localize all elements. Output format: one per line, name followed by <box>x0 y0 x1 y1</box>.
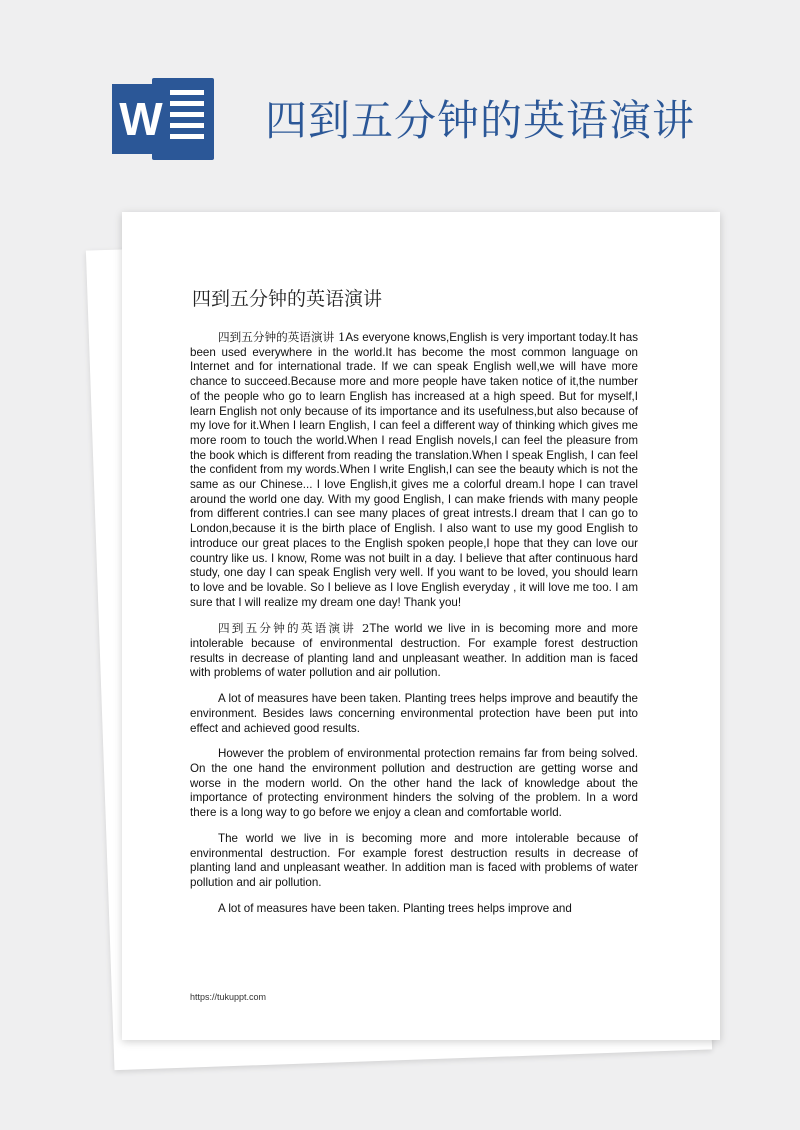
paragraph <box>190 692 638 736</box>
document-body <box>190 330 638 927</box>
paragraph-text: However the problem of environmental protection remains far from being solved. On the one hand the environment pollution and destruction are getting worse and worse in the modern world. On the other hand the lack of knowledge about the importance of protecting environment hinders the solving of the problem. In a word there is a long way to go before we enjoy a clean and comfortable world. <box>190 747 638 820</box>
paragraph <box>190 747 638 821</box>
paragraph-text: A lot of measures have been taken. Planting trees helps improve and beautify the environment. Besides laws concerning environmental protection have been put into effect and achieved good results. <box>190 692 638 735</box>
paragraph-text: As everyone knows,English is very important today.It has been used everywhere in the world.It has become the most common language on Internet and for international trade. If we can speak English well,we will have more chance to succeed.Because more and more people have taken notice of it,the number of the people who go to learn English has increased at a high speed. But for myself,I learn English not only because of its importance and its usefulness,but also because of my love for it.When I learn English, I can feel a different way of thinking which gives me more room to touch the world.When I read English novels,I can feel the pleasure from the book which is different from reading the translation.When I speak English, I can feel the confident from my words.When I write English,I can see the beauty which is not the same as our Chinese... I love English,it gives me a colorful dream.I hope I can travel around the world one day. With my good English, I can make friends with many people from different contries.I can see many places of great intrests.I dream that I can go to London,because it is the birth place of English. I also want to use my good English to introduce our great places to the English spoken people,I hope that they can love our country like us. I know, Rome was not built in a day. I believe that after continuous hard study, one day I can speak English very well. If you want to be loved, you should learn to love and be lovable. So I believe as I love English everyday , it will love me too. I am sure that I will realize my dream one day! Thank you! <box>190 331 639 609</box>
paragraph-text: A lot of measures have been taken. Planting trees helps improve and <box>218 901 572 915</box>
banner-title: 四到五分钟的英语演讲 <box>265 96 696 145</box>
footer-url: https://tukuppt.com <box>190 992 267 1002</box>
header-banner <box>0 0 800 200</box>
document-page <box>122 212 720 1040</box>
word-document-icon <box>112 78 214 160</box>
paragraph <box>190 621 638 681</box>
paragraph-text: The world we live in is becoming more and more intolerable because of environmental destruction. For example forest destruction results in decrease of planting land and unpleasant weather. In addition man is faced with problems of water pollution and air pollution. <box>190 831 638 889</box>
word-icon-letter: W <box>112 84 170 154</box>
document-title: 四到五分钟的英语演讲 <box>192 288 383 310</box>
paragraph <box>190 330 638 610</box>
paragraph <box>190 832 638 891</box>
paragraph-lead: 四到五分钟的英语演讲 1 <box>218 330 346 344</box>
paragraph-text: The world we live in is becoming more and more intolerable because of environmental destruction. For example forest destruction results in decrease of planting land and unpleasant weather. In addition man is faced with problems of water pollution and air pollution. <box>190 622 639 680</box>
word-icon-lines <box>164 90 204 145</box>
paragraph <box>190 902 638 917</box>
paragraph-lead: 四到五分钟的英语演讲 2 <box>218 621 370 636</box>
